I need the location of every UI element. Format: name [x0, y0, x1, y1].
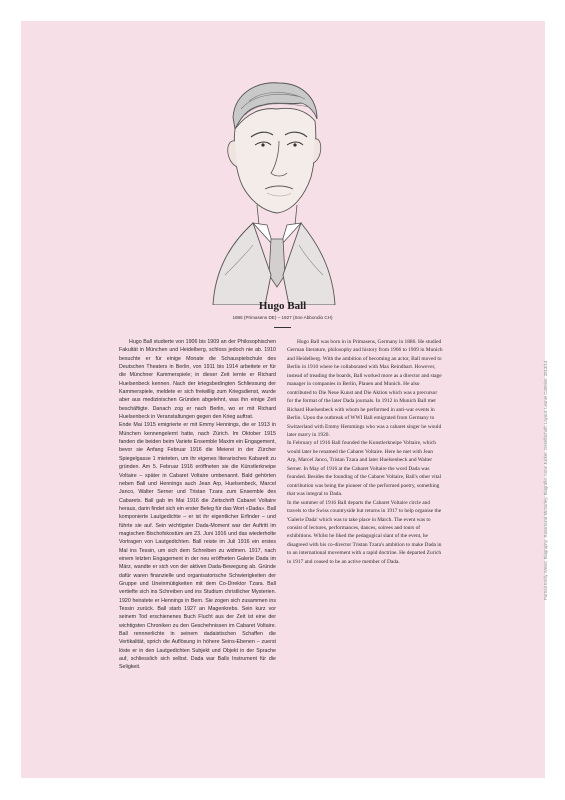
portrait-sketch-illustration	[205, 75, 343, 305]
english-paragraph: In the summer of 1916 Ball departs the Cabaret Voltaire circle and travels to the Swiss countryside but returns in 1917 to help organise the 'Galerie Dada' which was to take place in March. The event was to consist of lectures, performances, dances, soirees and tours of exhibitions. Whilst he liked the pedagogical slant of the event, he disagreed with his co-director Tristan Tzara's ambition to make Dada in to an international movement with a rapid doctrine. He departed Zurich in 1917 and ceased to be an active member of Dada.	[287, 499, 442, 565]
title-divider	[274, 327, 291, 328]
german-paragraph: Ende Mai 1915 emigrierte er mit Emmy Hennings, die er 1913 in München kennengelernt hatte, nach Zürich. Im Oktober 1915 fanden die beiden beim Variete Ensemble Maxim ein Engagement, bevor sie Anfang Februar 1916 die Meierei in der Zürcher Spiegelgasse 1 mieteten, um ihr eigenes literarisches Kabarett zu gründen. Am 5. Februar 1916 eröffneten sie die Künstlerkneipe Voltaire – später in Cabaret Voltaire umbenannt. Bald gehörten neben Ball und Hennings auch Jean Arp, Huelsenbeck, Marcel Janco, Walter Serner und Tristan Tzara zum Ensemble des Cabarets. Ball gab im Mai 1916 die Zeitschrift Cabaret Voltaire heraus, darin findet sich ein erster Beleg für das Wort «Dada». Ball komponierte Lautgedichte – er ist ihr eigentlicher Erfinder – und führte sie auf. Sein wichtigster Dada-Moment war der Auftritt im magischen Bischofskostüm am 23. Juni 1916 und das wiederholte Vortragen von Lautgedichten. Ball reiste im Juli 1916 ein erstes Mal ins Tessin, um sich dem Schreiben zu widmen. 1917, nach einem letzten Engagement in der neu eröffneten Galerie Dada im März, wandte er sich von der aktiven Dada-Bewegung ab. Gründe dafür waren finanzielle und organisatorische Schwierigkeiten der Gruppe und Uneinmütigkeiten mit dem Co-Direktor Tzara. Ball vertiefte sich ins Schreiben und ins Studium christlicher Mysterien. 1920 heiratete er Hennings in Bern. Sie zogen sich zusammen ins Tessin zurück. Ball starb 1927 an Magenkrebs. Sein kurz vor seinem Tod erschienenes Buch Flucht aus der Zeit ist eine der wichtigsten Chroniken zu den Geschehnissen im Cabaret Voltaire. Ball rennnerlichte in seinem dadaistischen Schaffen die Vertikalität, sprich die Auflösung in höhere Seins-Ebenen – zuerst löste er in den Lautgedichten Subjekt und Objekt in der Sprache auf, schliesslich sich selbst. Dada war Balls Instrument für die Seligkeit.	[119, 422, 276, 671]
german-paragraph: Hugo Ball studierte von 1906 bis 1909 an der Philosophischen Fakultät in München und Heidelberg, schloss jedoch nie ab. 1910 besuchte er für einige Monate die Schauspielschule des Deutschen Theaters in Berlin, von 1911 bis 1914 arbeitete er für die Münchner Kammerspiele; in dieser Zeit lernte er Richard Huelsenbeck kennen. Nach der kriegsbedingten Schliessung der Kammerspiele, meldete er sich freiwillig zum Kriegsdienst, wurde aber aus medizinischen Gründen abgelehnt, was ihn einige Zeit beschäftigte. Danach zog er nach Berlin, wo er mit Richard Huelsenbeck in Veranstaltungen gegen den Krieg auftrat.	[119, 339, 276, 421]
english-paragraph: Hugo Ball was born in in Primasens, Germany in 1886. He studied German literature, philosophy and history from 1906 to 1909 in Munich and Heidelberg. With the ambition of becoming an actor, Ball moved to Berlin in 1910 where he collaborated with Max Reindhart. However, instead of treading the boards, Ball worked more as a director and stage manager in companies in Berlin, Plauen and Munich. He also contributed to Die Neue Kunst and Die Aktion which was a precursor for the format of the later Dada journals. In 1912 in Munich Ball met Richard Huelsenbeck with whom he performed in anti-war events in Berlin. Upon the outbreak of WWI Ball emigrated from Germany to Switzerland with Emmy Hemmings who was a cabaret singer he would later marry in 1920.	[287, 339, 443, 438]
credits-vertical: Portrait Emily Weiss; Biography: Rosamund McSorley; Biografie: Anne Jucker, Gesellschaft; Layout: Leonie Cattelan; 2013/14	[543, 360, 548, 600]
english-paragraph: In February of 1916 Ball founded the Kunstlerkneipe Voltaire, which would later be renamed the Cabaret Voltaire. Here he met with Jean Arp, Marcel Janco, Tristan Tzara and later Huelsenbeck and Walter Serner. In May of 1916 at the Cabaret Voltaire the word Dada was founded. Besides the founding of the Cabaret Voltaire, Ball's other vital contribution was being the pioneer of the performed poetry, something that was integral to Dada.	[287, 440, 442, 498]
page-title: Hugo Ball	[258, 300, 307, 312]
english-biography-column	[287, 338, 443, 566]
life-dates: 1886 (Primasens DE) – 1927 (Sne Abbondio CH)	[232, 315, 333, 320]
german-biography-column	[119, 338, 276, 672]
